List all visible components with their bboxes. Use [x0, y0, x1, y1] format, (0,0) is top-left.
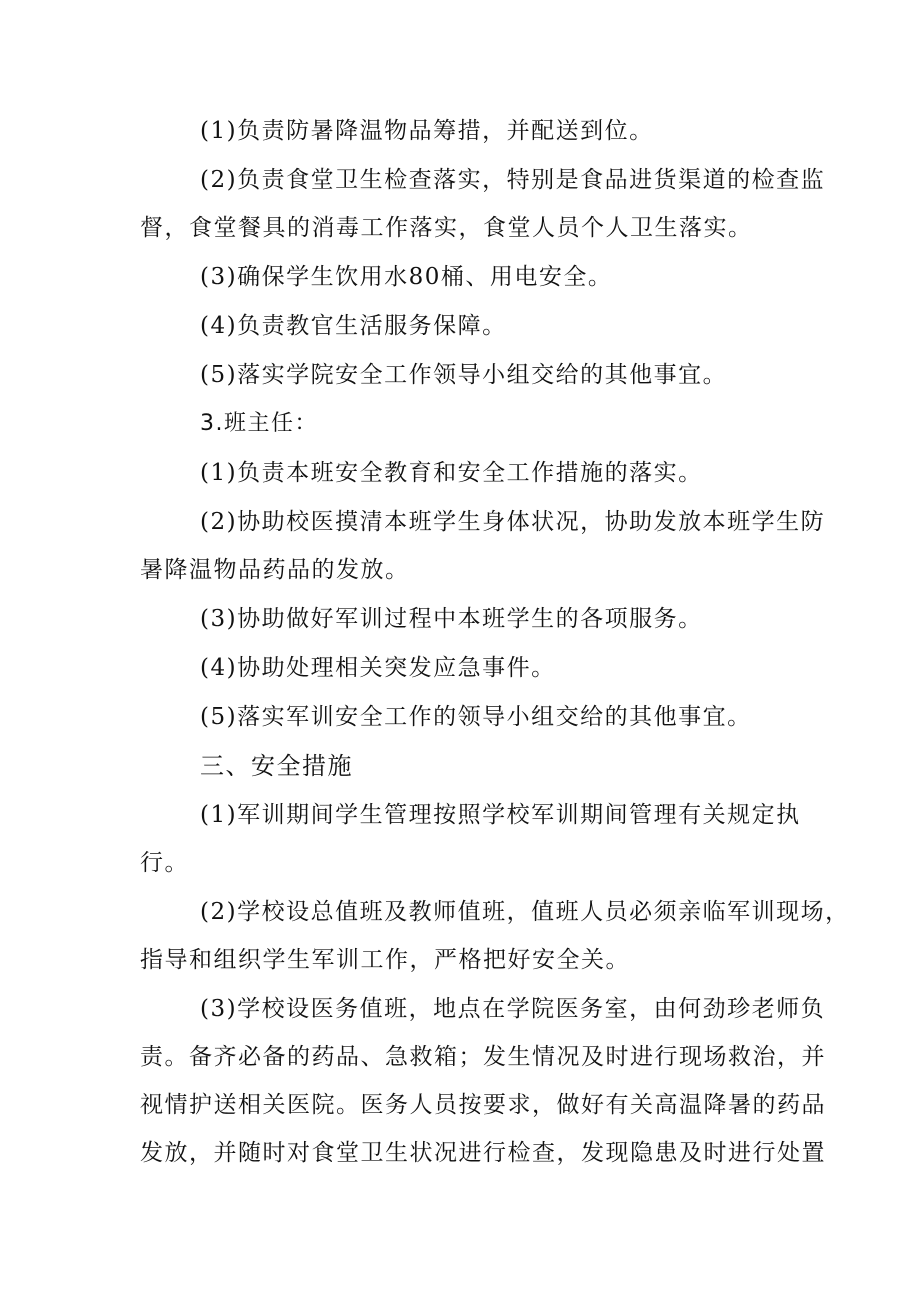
paragraph-line: 督，食堂餐具的消毒工作落实，食堂人员个人卫生落实。	[140, 215, 753, 241]
paragraph-line: (4)负责教官生活服务保障。	[200, 313, 507, 339]
paragraph-student-management	[140, 796, 801, 882]
paragraph-line: (1)负责防暑降温物品筹措，并配送到位。	[200, 118, 654, 144]
paragraph-line: (2)协助校医摸清本班学生身体状况，协助发放本班学生防	[200, 509, 826, 535]
paragraph-line: (2)负责食堂卫生检查落实，特别是食品进货渠道的检查监	[200, 167, 826, 193]
paragraph-line: 指导和组织学生军训工作，严格把好安全关。	[140, 947, 630, 973]
paragraph-emergency	[140, 649, 785, 687]
paragraph-assist-doctor	[140, 503, 826, 589]
paragraph-line: (3)协助做好军训过程中本班学生的各项服务。	[200, 606, 703, 632]
paragraph-line: (1)军训期间学生管理按照学校军训期间管理有关规定执	[200, 802, 801, 828]
heading-line: 3.班主任：	[200, 411, 318, 436]
paragraph-medical-duty	[140, 990, 826, 1172]
paragraph-line: (5)落实学院安全工作领导小组交给的其他事宜。	[200, 362, 728, 388]
paragraph-line: 责。备齐必备的药品、急救箱；发生情况及时进行现场救治，并	[140, 1044, 826, 1070]
paragraph-line: 行。	[140, 850, 189, 876]
paragraph-line: (3)学校设医务值班，地点在学院医务室，由何劲珍老师负	[200, 996, 826, 1022]
paragraph-line: (1)负责本班安全教育和安全工作措施的落实。	[200, 460, 703, 486]
paragraph-line: (4)协助处理相关突发应急事件。	[200, 655, 556, 681]
paragraph-drinking-water	[140, 258, 785, 296]
heading-class-teacher	[140, 405, 785, 443]
paragraph-assist-services	[140, 600, 785, 638]
paragraph-line: (5)落实军训安全工作的领导小组交给的其他事宜。	[200, 704, 752, 730]
paragraph-line: (3)确保学生饮用水80桶、用电安全。	[200, 264, 613, 290]
paragraph-line: 发放，并随时对食堂卫生状况进行检查，发现隐患及时进行处置	[140, 1140, 826, 1166]
heading-safety-measures	[140, 747, 785, 785]
paragraph-instructor-service	[140, 307, 785, 345]
paragraph-line: 暑降温物品药品的发放。	[140, 557, 410, 583]
paragraph-line: 视情护送相关医院。医务人员按要求，做好有关高温降暑的药品	[140, 1092, 826, 1118]
paragraph-other-matters-2	[140, 698, 785, 736]
paragraph-line: (2)学校设总值班及教师值班，值班人员必须亲临军训现场，	[200, 899, 850, 925]
heading-line: 三、安全措施	[200, 752, 353, 780]
paragraph-other-matters-1	[140, 356, 785, 394]
paragraph-canteen-hygiene	[140, 161, 826, 247]
paragraph-duty-teachers	[140, 893, 850, 979]
paragraph-safety-education	[140, 454, 785, 492]
paragraph-supply-cooling-items	[140, 112, 785, 150]
